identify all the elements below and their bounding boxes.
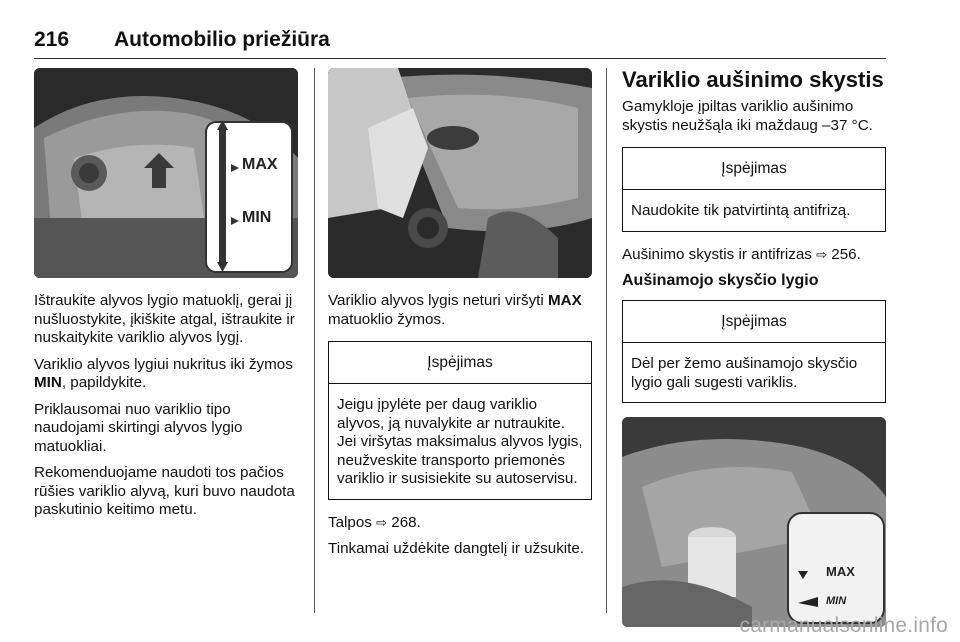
max-mark-label: MAX [242,156,278,173]
coolant-max-label: MAX [826,564,855,579]
min-term: MIN [34,374,62,391]
page-title: Automobilio priežiūra [114,28,330,51]
page-number: 216 [34,28,70,51]
warning-box [622,300,886,403]
column-1 [34,68,298,528]
paragraph: Rekomenduojame naudoti tos pačios rūšies variklio alyvą, kuri buvo naudota paskutinio keitimo metu. [34,464,295,518]
paragraph: Priklausomai nuo variklio tipo naudojami skirtingi alyvos lygio matuokliai. [34,400,243,455]
coolant-photo [622,417,886,627]
min-mark-label: MIN [242,209,272,226]
section-heading: Variklio aušinimo skystis [622,67,884,92]
column-divider-2 [606,68,607,613]
antifreeze-reference: Aušinimo skystis ir antifrizas ⇨ 256. [622,245,861,263]
page-reference-icon: ⇨ [376,514,388,530]
paragraph: Tinkamai uždėkite dangtelį ir užsukite. [328,540,585,557]
column-2 [328,68,592,567]
page-header [34,24,886,59]
warning-title: Įspėjimas [329,342,591,384]
paragraph: Variklio alyvos lygis neturi viršyti MAX matuoklio žymos. [328,292,582,328]
page-link[interactable]: 256 [831,245,857,263]
warning-box [622,147,886,232]
page-link[interactable]: 268 [391,513,417,531]
warning-body: Jeigu įpylėte per daug variklio alyvos, ją nuvalykite ar nutraukite. Jei viršytas maksimalus alyvos lygis, neužveskite transporto priemonės variklio ir susisiekite su autoservisu. [337,396,583,487]
paragraph: Ištraukite alyvos lygio matuoklį, gerai jį nušluostykite, įkiškite atgal, ištraukite ir nuskaitykite variklio alyvos lygį. [34,292,295,346]
column-divider-1 [314,68,315,613]
page-reference-icon: ⇨ [816,246,828,262]
warning-box [328,341,592,500]
capacity-reference: Talpos ⇨ 268. [328,513,421,531]
subsection-heading: Aušinamojo skysčio lygio [622,272,819,289]
watermark: carmanualsonline.info [739,614,948,637]
paragraph: Gamykloje įpiltas variklio aušinimo skystis neužšąla iki maždaug –37 °C. [622,98,873,134]
oil-cap [427,126,479,150]
warning-body: Dėl per žemo aušinamojo skysčio lygio gali sugesti variklis. [631,355,858,391]
dipstick-callout [206,122,292,272]
coolant-min-label: MIN [826,595,847,607]
paragraph: Variklio alyvos lygiui nukritus iki žymos MIN, papildykite. [34,355,293,391]
warning-title: Įspėjimas [623,301,885,343]
warning-title: Įspėjimas [623,148,885,190]
warning-body: Naudokite tik patvirtintą antifrizą. [631,202,851,219]
column-3 [622,68,886,627]
oil-fill-photo [328,68,592,278]
max-term: MAX [548,292,582,309]
